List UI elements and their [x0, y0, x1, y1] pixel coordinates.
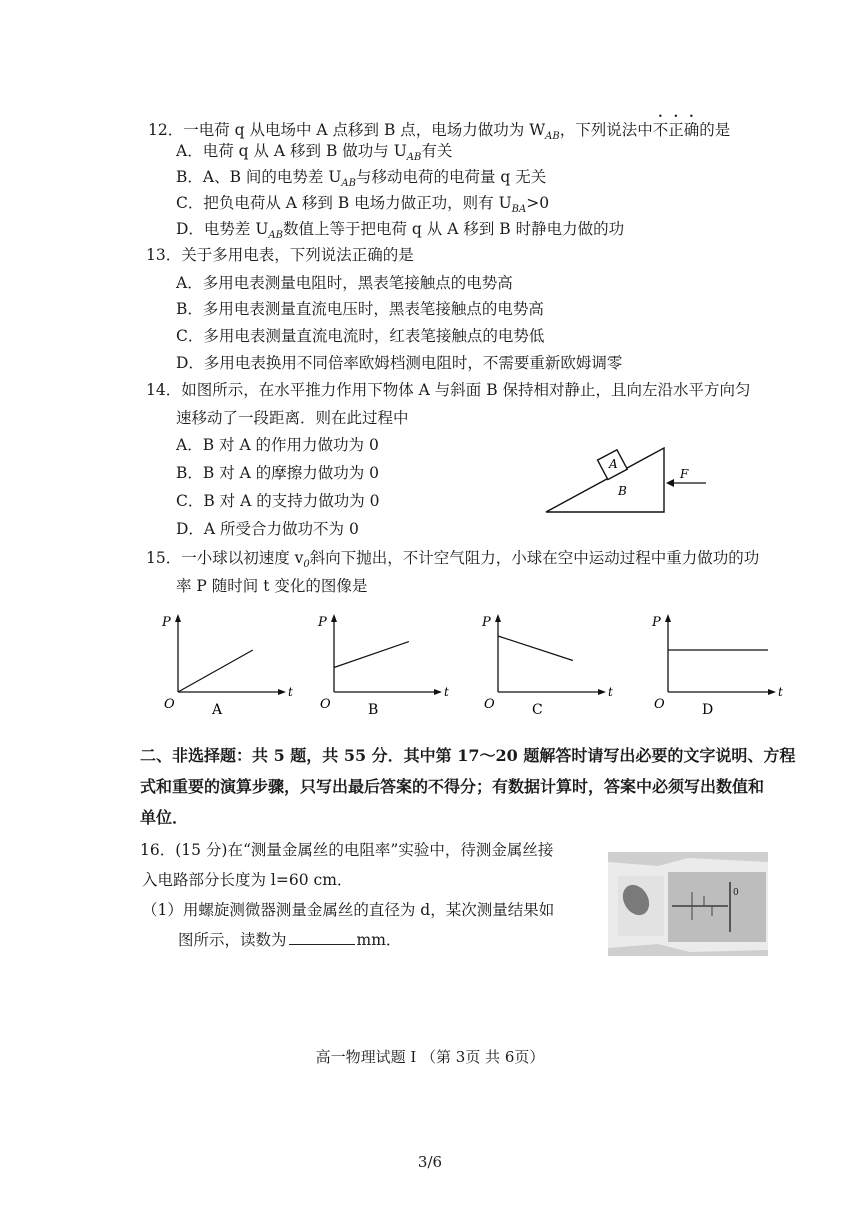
power-curve — [334, 642, 409, 668]
q13-stem: 13．关于多用电表，下列说法正确的是 — [146, 246, 414, 264]
x-axis-label: t — [444, 685, 449, 699]
q13-option-b: B．多用电表测量直流电压时，黑表笔接触点的电势高 — [176, 300, 544, 318]
graph-label: B — [368, 702, 379, 714]
q15-stem-line2: 率 P 随时间 t 变化的图像是 — [176, 577, 368, 595]
q16-line2: 入电路部分长度为 l=60 cm． — [142, 871, 353, 889]
graph-label: D — [702, 702, 714, 714]
incline-label: B — [618, 484, 627, 498]
q12-option-b: B．A、B 间的电势差 $U_{AB}$与移动电荷的电荷量 q 无关 — [176, 168, 547, 190]
y-axis-label: P — [482, 615, 491, 630]
q13-option-d: D．多用电表换用不同倍率欧姆档测电阻时，不需要重新欧姆调零 — [176, 354, 623, 372]
x-axis-arrow — [434, 689, 442, 695]
q12-option-a: A．电荷 q 从 A 移到 B 做功与 $U_{AB}$有关 — [176, 142, 453, 164]
section2-line3: 单位． — [140, 808, 189, 827]
q16-part1-answer: 图所示，读数为 mm． — [178, 931, 402, 949]
micrometer-photo — [608, 852, 768, 956]
graph-b — [316, 614, 456, 714]
power-curve — [498, 636, 573, 661]
graph-label: A — [212, 702, 223, 714]
q15-stem-line1: 15．一小球以初速度 $v_0$斜向下抛出，不计空气阻力，小球在空中运动过程中重力做功的功 — [146, 549, 760, 571]
graph-a — [160, 614, 300, 714]
page-number: 3/6 — [417, 1153, 443, 1171]
force-label: F — [680, 467, 689, 481]
y-axis-label: P — [318, 615, 327, 630]
q13-option-c: C．多用电表测量直流电流时，红表笔接触点的电势低 — [176, 327, 545, 345]
y-axis-arrow — [175, 614, 181, 622]
q16-line1: 16．(15 分)在“测量金属丝的电阻率”实验中，待测金属丝接 — [140, 841, 554, 859]
answer-blank[interactable] — [289, 930, 355, 945]
origin-label: O — [320, 697, 331, 712]
origin-label: O — [654, 697, 665, 712]
section2-line2: 式和重要的演算步骤，只写出最后答案的不得分；有数据计算时，答案中必须写出数值和 — [140, 777, 765, 796]
section2-line1: 二、非选择题：共 5 题，共 55 分．其中第 17～20 题解答时请写出必要的文字说明、方程 — [140, 746, 796, 765]
incline-diagram — [540, 440, 720, 520]
graph-c — [480, 614, 620, 714]
x-axis-label: t — [288, 685, 293, 699]
graph-label: C — [532, 702, 543, 714]
q12-stem: 12．一电荷 q 从电场中 A 点移到 B 点，电场力做功为 $W_{AB}$，下列说法中不正确的是 — [148, 121, 731, 143]
y-axis-arrow — [665, 614, 671, 622]
block-label: A — [609, 457, 618, 471]
q14-option-a: A．B 对 A 的作用力做功为 0 — [176, 436, 379, 454]
origin-label: O — [164, 697, 175, 712]
q14-option-d: D．A 所受合力做功不为 0 — [176, 520, 359, 538]
q14-option-b: B．B 对 A 的摩擦力做功为 0 — [176, 464, 380, 482]
q16-part1: （1）用螺旋测微器测量金属丝的直径为 d，某次测量结果如 — [142, 901, 555, 919]
graph-d — [650, 614, 790, 714]
y-axis-arrow — [331, 614, 337, 622]
power-curve — [178, 650, 253, 692]
origin-label: O — [484, 697, 495, 712]
x-axis-label: t — [608, 685, 613, 699]
x-axis-arrow — [278, 689, 286, 695]
q14-option-c: C．B 对 A 的支持力做功为 0 — [176, 492, 380, 510]
x-axis-arrow — [598, 689, 606, 695]
footer-title: 高一物理试题 I （第 3页 共 6页） — [315, 1048, 545, 1066]
q14-stem-line2: 速移动了一段距离．则在此过程中 — [176, 409, 409, 427]
q14-stem-line1: 14．如图所示，在水平推力作用下物体 A 与斜面 B 保持相对静止，且向左沿水平方向匀 — [146, 381, 751, 399]
x-axis-label: t — [778, 685, 783, 699]
x-axis-arrow — [768, 689, 776, 695]
force-arrow-head — [666, 479, 674, 487]
q12-option-c: C．把负电荷从 A 移到 B 电场力做正功，则有 $U_{BA}>0$ — [176, 194, 550, 216]
micrometer-zero-mark: 0 — [733, 888, 739, 898]
q13-option-a: A．多用电表测量电阻时，黑表笔接触点的电势高 — [176, 274, 513, 292]
y-axis-label: P — [652, 615, 661, 630]
q12-option-d: D．电势差 $U_{AB}$数值上等于把电荷 q 从 A 移到 B 时静电力做的功 — [176, 220, 625, 242]
y-axis-arrow — [495, 614, 501, 622]
y-axis-label: P — [162, 615, 171, 630]
